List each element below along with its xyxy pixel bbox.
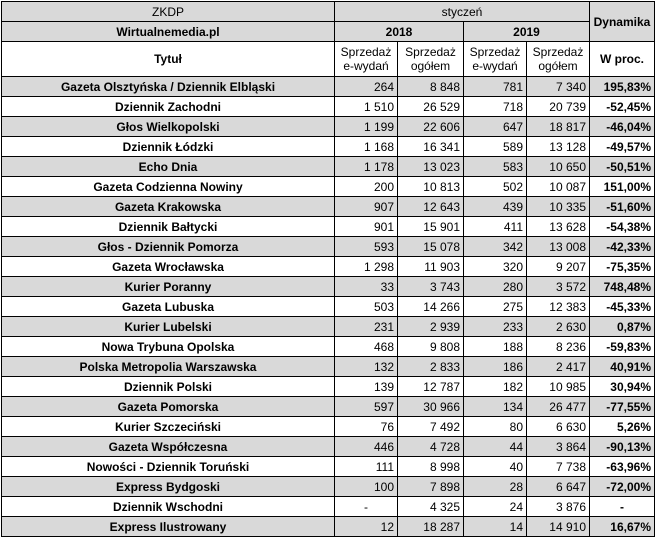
ed-sales-2019: 502	[464, 177, 527, 197]
ed-sales-2019: 280	[464, 277, 527, 297]
dynamics-value: -51,60%	[590, 197, 655, 217]
total-sales-2018: 18 287	[398, 517, 464, 537]
ed-sales-2018: 200	[335, 177, 398, 197]
ed-sales-2018: 597	[335, 397, 398, 417]
row-title: Głos Wielkopolski	[2, 117, 335, 137]
table-row	[2, 517, 655, 537]
pct-header: W proc.	[590, 42, 655, 77]
title-column-header: Tytuł	[2, 42, 335, 77]
ed-sales-2018: -	[335, 497, 398, 517]
total-sales-2018: 7 898	[398, 477, 464, 497]
total-sales-2018: 26 529	[398, 97, 464, 117]
ed-sales-2018: 264	[335, 77, 398, 97]
ed-sales-2018: 33	[335, 277, 398, 297]
table-row	[2, 217, 655, 237]
site-cell: Wirtualnemedia.pl	[2, 22, 335, 42]
ed-sales-2019: 233	[464, 317, 527, 337]
dynamics-value: -72,00%	[590, 477, 655, 497]
ed-sales-2018: 468	[335, 337, 398, 357]
row-title: Gazeta Codzienna Nowiny	[2, 177, 335, 197]
total-sales-2019: 10 087	[527, 177, 590, 197]
total-sales-2019: 7 340	[527, 77, 590, 97]
total-sales-2019: 26 477	[527, 397, 590, 417]
ed-sales-2018: 1 178	[335, 157, 398, 177]
total-sales-2019: 13 128	[527, 137, 590, 157]
row-title: Kurier Lubelski	[2, 317, 335, 337]
table-row	[2, 137, 655, 157]
total-sales-2018: 15 901	[398, 217, 464, 237]
dynamics-value: -	[590, 497, 655, 517]
total-sales-2019: 3 572	[527, 277, 590, 297]
total-sales-2019: 2 630	[527, 317, 590, 337]
total-sales-2018: 16 341	[398, 137, 464, 157]
table-row	[2, 377, 655, 397]
ed-sales-2018: 503	[335, 297, 398, 317]
source-cell: ZKDP	[2, 2, 335, 22]
table-row	[2, 337, 655, 357]
table-row	[2, 457, 655, 477]
dynamics-value: 748,48%	[590, 277, 655, 297]
total-sales-2019: 20 739	[527, 97, 590, 117]
ed-sales-2018: 446	[335, 437, 398, 457]
row-title: Nowa Trybuna Opolska	[2, 337, 335, 357]
ed-sales-2019: 24	[464, 497, 527, 517]
row-title: Nowości - Dziennik Toruński	[2, 457, 335, 477]
dynamics-header: Dynamika	[590, 2, 655, 42]
ed-sales-2018: 901	[335, 217, 398, 237]
ed-sales-2018: 111	[335, 457, 398, 477]
total-sales-2019: 10 985	[527, 377, 590, 397]
dynamics-value: -46,04%	[590, 117, 655, 137]
row-title: Gazeta Pomorska	[2, 397, 335, 417]
ed-sales-2018: 1 510	[335, 97, 398, 117]
ed-sales-2019: 275	[464, 297, 527, 317]
total-sales-2018: 22 606	[398, 117, 464, 137]
ed-sales-2019: 134	[464, 397, 527, 417]
dynamics-value: -45,33%	[590, 297, 655, 317]
ed-sales-2019: 411	[464, 217, 527, 237]
total-sales-2018: 8 998	[398, 457, 464, 477]
row-title: Express Bydgoski	[2, 477, 335, 497]
total-sales-2018: 4 728	[398, 437, 464, 457]
row-title: Dziennik Polski	[2, 377, 335, 397]
ed-sales-2019: 14	[464, 517, 527, 537]
ed-sales-2019: 647	[464, 117, 527, 137]
ed-sales-2019: 439	[464, 197, 527, 217]
dynamics-value: -59,83%	[590, 337, 655, 357]
total-sales-2019: 10 335	[527, 197, 590, 217]
ed-sales-2019: 80	[464, 417, 527, 437]
table-row	[2, 317, 655, 337]
total-sales-2019: 18 817	[527, 117, 590, 137]
ed-sales-2018: 593	[335, 237, 398, 257]
row-title: Dziennik Łódzki	[2, 137, 335, 157]
year-2019-header: 2019	[464, 22, 590, 42]
total-sales-2018: 9 808	[398, 337, 464, 357]
row-title: Kurier Szczeciński	[2, 417, 335, 437]
total-sales-2018: 8 848	[398, 77, 464, 97]
row-title: Gazeta Lubuska	[2, 297, 335, 317]
ed-sales-2018: 231	[335, 317, 398, 337]
total-sales-2018: 30 966	[398, 397, 464, 417]
total-sales-2018: 3 743	[398, 277, 464, 297]
table-row	[2, 177, 655, 197]
total-sales-2018: 2 939	[398, 317, 464, 337]
total-sales-2019: 13 628	[527, 217, 590, 237]
row-title: Dziennik Bałtycki	[2, 217, 335, 237]
dynamics-value: -49,57%	[590, 137, 655, 157]
total-sales-2018: 15 078	[398, 237, 464, 257]
total-sales-2019: 10 650	[527, 157, 590, 177]
ed-sales-2019: 583	[464, 157, 527, 177]
dynamics-value: 5,26%	[590, 417, 655, 437]
row-title: Polska Metropolia Warszawska	[2, 357, 335, 377]
total-sales-2018-header: Sprzedaż ogółem	[398, 42, 464, 77]
total-sales-2018: 7 492	[398, 417, 464, 437]
table-row	[2, 97, 655, 117]
ed-sales-2018: 1 199	[335, 117, 398, 137]
row-title: Echo Dnia	[2, 157, 335, 177]
table-row	[2, 397, 655, 417]
ed-sales-2019: 342	[464, 237, 527, 257]
table-row	[2, 497, 655, 517]
ed-sales-2019: 188	[464, 337, 527, 357]
total-sales-2019: 8 236	[527, 337, 590, 357]
table-row	[2, 277, 655, 297]
ed-sales-2019: 44	[464, 437, 527, 457]
total-sales-2019-header: Sprzedaż ogółem	[527, 42, 590, 77]
row-title: Dziennik Zachodni	[2, 97, 335, 117]
dynamics-value: -42,33%	[590, 237, 655, 257]
month-cell: styczeń	[335, 2, 590, 22]
table-row	[2, 417, 655, 437]
ed-sales-2019: 589	[464, 137, 527, 157]
dynamics-value: 0,87%	[590, 317, 655, 337]
table-row	[2, 77, 655, 97]
total-sales-2019: 7 738	[527, 457, 590, 477]
table-row	[2, 297, 655, 317]
ed-sales-2019: 718	[464, 97, 527, 117]
dynamics-value: -77,55%	[590, 397, 655, 417]
ed-sales-2018: 1 168	[335, 137, 398, 157]
total-sales-2018: 12 787	[398, 377, 464, 397]
dynamics-value: 195,83%	[590, 77, 655, 97]
row-title: Głos - Dziennik Pomorza	[2, 237, 335, 257]
dynamics-value: 40,91%	[590, 357, 655, 377]
ed-sales-2019: 28	[464, 477, 527, 497]
total-sales-2018: 4 325	[398, 497, 464, 517]
total-sales-2018: 14 266	[398, 297, 464, 317]
ed-sales-2018: 100	[335, 477, 398, 497]
total-sales-2018: 2 833	[398, 357, 464, 377]
total-sales-2019: 12 383	[527, 297, 590, 317]
total-sales-2019: 3 864	[527, 437, 590, 457]
row-title: Gazeta Wrocławska	[2, 257, 335, 277]
table-row	[2, 477, 655, 497]
table-row	[2, 197, 655, 217]
row-title: Express Ilustrowany	[2, 517, 335, 537]
ed-sales-2019: 781	[464, 77, 527, 97]
row-title: Gazeta Olsztyńska / Dziennik Elbląski	[2, 77, 335, 97]
ed-sales-2018: 1 298	[335, 257, 398, 277]
dynamics-value: 30,94%	[590, 377, 655, 397]
total-sales-2018: 12 643	[398, 197, 464, 217]
row-title: Dziennik Wschodni	[2, 497, 335, 517]
ed-sales-2019: 186	[464, 357, 527, 377]
ed-sales-2018: 76	[335, 417, 398, 437]
total-sales-2019: 13 008	[527, 237, 590, 257]
ed-sales-2019-header: Sprzedaż e-wydań	[464, 42, 527, 77]
total-sales-2018: 13 023	[398, 157, 464, 177]
dynamics-value: 16,67%	[590, 517, 655, 537]
row-title: Gazeta Współczesna	[2, 437, 335, 457]
table-row	[2, 257, 655, 277]
dynamics-value: -75,35%	[590, 257, 655, 277]
ed-sales-2018: 139	[335, 377, 398, 397]
total-sales-2018: 11 903	[398, 257, 464, 277]
total-sales-2019: 2 417	[527, 357, 590, 377]
ed-sales-2019: 320	[464, 257, 527, 277]
ed-sales-2018-header: Sprzedaż e-wydań	[335, 42, 398, 77]
ed-sales-2018: 907	[335, 197, 398, 217]
ed-sales-2018: 12	[335, 517, 398, 537]
dynamics-value: -90,13%	[590, 437, 655, 457]
table-row	[2, 357, 655, 377]
row-title: Kurier Poranny	[2, 277, 335, 297]
dynamics-value: 151,00%	[590, 177, 655, 197]
total-sales-2018: 10 813	[398, 177, 464, 197]
ed-sales-2018: 132	[335, 357, 398, 377]
total-sales-2019: 14 910	[527, 517, 590, 537]
total-sales-2019: 6 630	[527, 417, 590, 437]
total-sales-2019: 9 207	[527, 257, 590, 277]
row-title: Gazeta Krakowska	[2, 197, 335, 217]
table-row	[2, 157, 655, 177]
table-row	[2, 437, 655, 457]
year-2018-header: 2018	[335, 22, 464, 42]
circulation-table	[1, 1, 655, 537]
ed-sales-2019: 40	[464, 457, 527, 477]
table-row	[2, 117, 655, 137]
dynamics-value: -50,51%	[590, 157, 655, 177]
dynamics-value: -54,38%	[590, 217, 655, 237]
table-row	[2, 237, 655, 257]
total-sales-2019: 6 647	[527, 477, 590, 497]
dynamics-value: -52,45%	[590, 97, 655, 117]
total-sales-2019: 3 876	[527, 497, 590, 517]
dynamics-value: -63,96%	[590, 457, 655, 477]
ed-sales-2019: 182	[464, 377, 527, 397]
